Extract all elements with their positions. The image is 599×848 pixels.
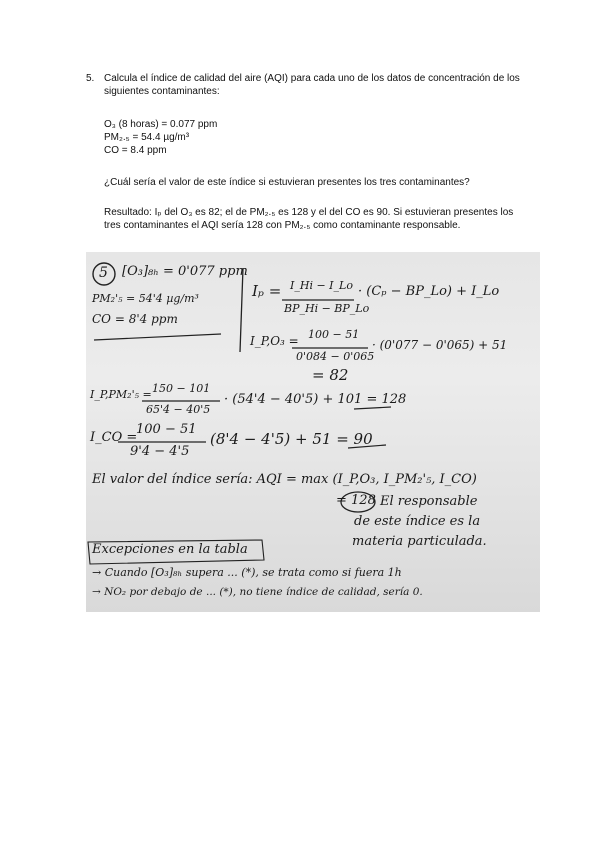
hw-exception-1: → Cuando [O₃]₈ₕ supera ... (*), se trata como si fuera 1h — [92, 566, 402, 579]
hw-aqi-result: = 128 — [336, 493, 376, 508]
hw-formula-rhs: · (Cₚ − BP_Lo) + I_Lo — [358, 284, 500, 299]
handwritten-solution-photo — [86, 252, 540, 612]
problem-question: ¿Cuál sería el valor de este índice si estuvieran presentes los tres contaminantes? — [104, 177, 470, 188]
hw-circled-number: 5 — [99, 265, 108, 281]
hw-exception-2: → NO₂ por debajo de ... (*), no tiene índice de calidad, sería 0. — [92, 586, 423, 598]
hw-data-pm: PM₂'₅ = 54'4 µg/m³ — [92, 292, 199, 305]
hw-pm-num: 150 − 101 — [152, 382, 211, 395]
hw-o3-result: = 82 — [312, 366, 349, 384]
concentration-pm25: PM₂.₅ = 54.4 µg/m³ — [104, 132, 190, 143]
hw-o3-num: 100 − 51 — [308, 328, 360, 341]
hw-pm-lhs: I_P,PM₂'₅ = — [90, 388, 152, 401]
hw-aqi-note-1: El responsable — [380, 494, 478, 509]
hw-data-o3: [O₃]₈ₕ = 0'077 ppm — [122, 264, 248, 279]
hw-co-rhs: (8'4 − 4'5) + 51 = 90 — [210, 430, 373, 448]
hw-formula-num: I_Hi − I_Lo — [290, 279, 353, 292]
hw-formula-lhs: Iₚ = — [252, 282, 282, 300]
hw-data-co: CO = 8'4 ppm — [92, 312, 178, 326]
hw-aqi-line: El valor del índice sería: AQI = max (I_P,O₃, I_PM₂'₅, I_CO) — [92, 472, 477, 487]
problem-number: 5. — [86, 73, 95, 84]
concentration-list — [104, 118, 217, 157]
hw-co-den: 9'4 − 4'5 — [130, 444, 190, 459]
hw-pm-den: 65'4 − 40'5 — [146, 403, 211, 416]
hw-aqi-note-3: materia particulada. — [352, 534, 487, 549]
hw-exceptions-title: Excepciones en la tabla — [92, 542, 248, 557]
hw-o3-lhs: I_P,O₃ = — [250, 334, 299, 348]
hw-pm-rhs: · (54'4 − 40'5) + 101 = 128 — [224, 392, 407, 407]
hw-co-num: 100 − 51 — [136, 422, 197, 437]
hw-aqi-note-2: de este índice es la — [354, 514, 481, 529]
problem-result: Resultado: Iₚ del O₃ es 82; el de PM₂.₅ es 128 y el del CO es 90. Si estuvieran presentes los tres contaminantes el AQI sería 128 con PM₂.₅ como contaminante responsable. — [104, 207, 514, 232]
hw-o3-den: 0'084 − 0'065 — [296, 350, 375, 363]
hw-o3-rhs: · (0'077 − 0'065) + 51 — [372, 338, 508, 352]
concentration-o3: O₃ (8 horas) = 0.077 ppm — [104, 119, 218, 130]
problem-statement: Calcula el índice de calidad del aire (AQI) para cada uno de los datos de concentración de los siguientes contaminantes: — [104, 73, 520, 98]
concentration-co: CO = 8.4 ppm — [104, 145, 167, 156]
hw-formula-den: BP_Hi − BP_Lo — [284, 302, 370, 315]
hw-co-lhs: I_CO = — [90, 430, 138, 445]
